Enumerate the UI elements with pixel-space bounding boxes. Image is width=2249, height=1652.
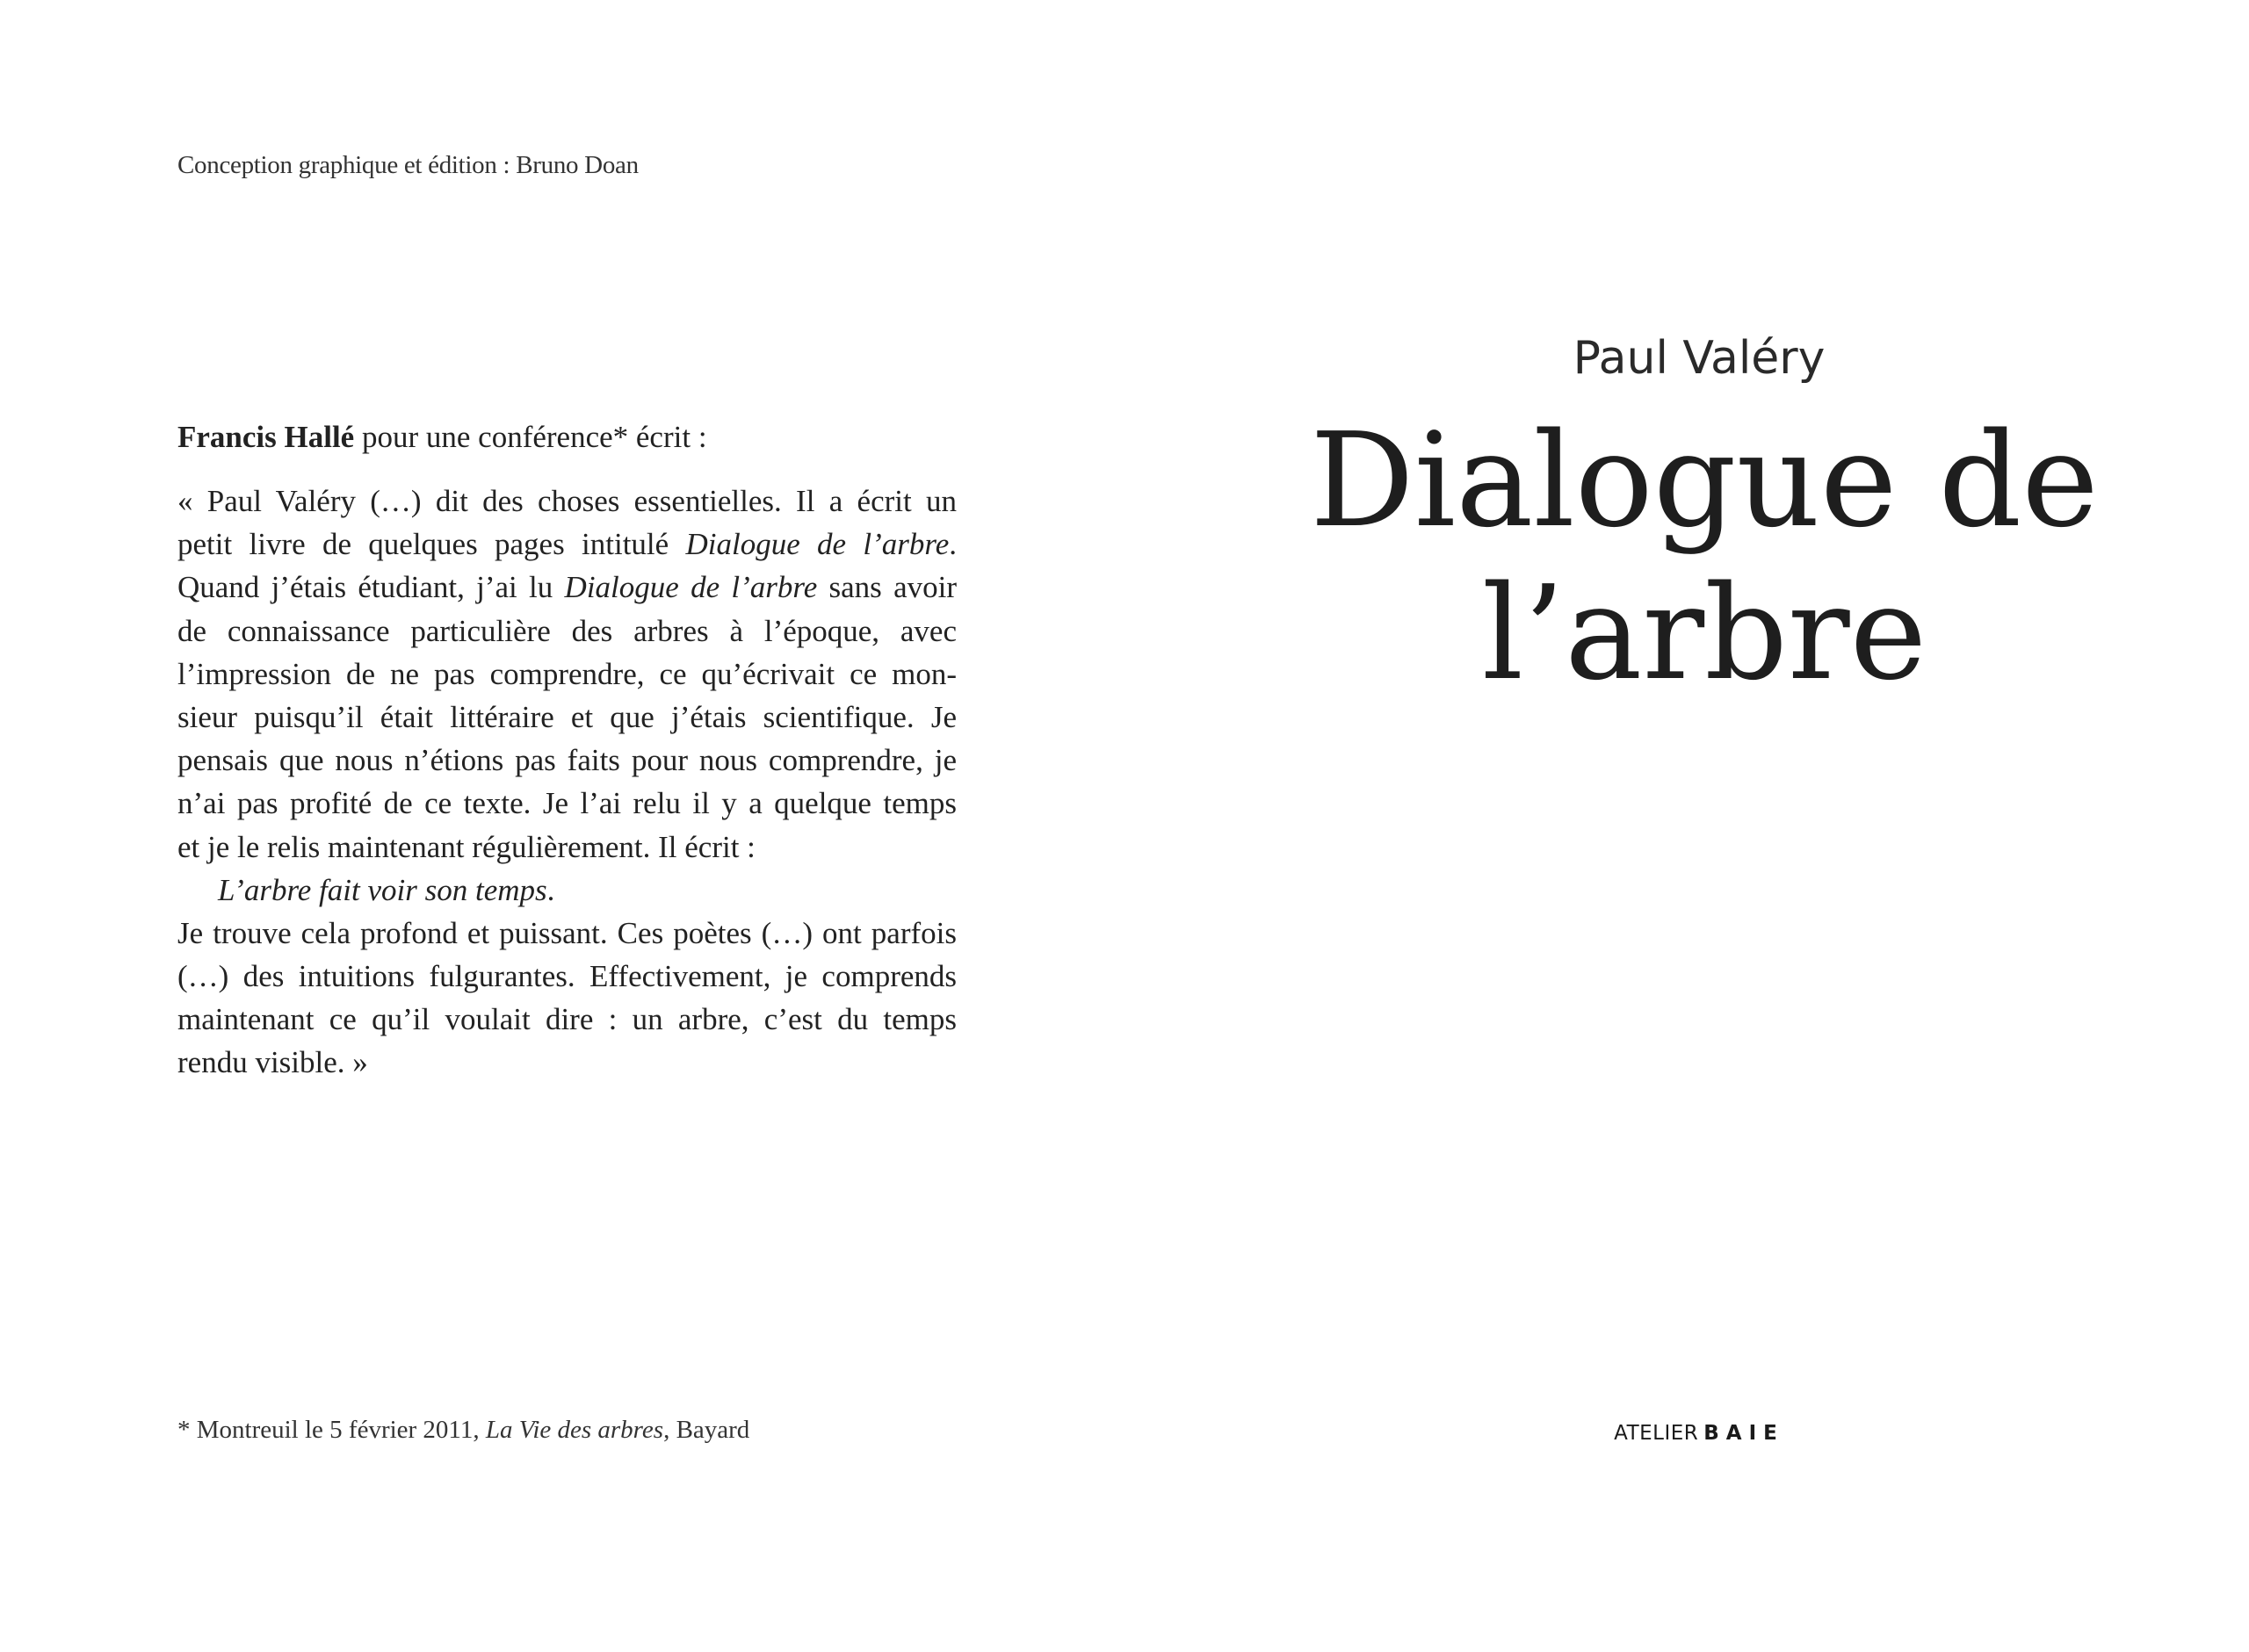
quote-text: n’ai pas profité de ce texte. Je l’ai relu il y a quelque temps — [177, 786, 957, 821]
quote-text: sieur puisqu’il était littéraire et que j’étais scientifique. Je — [177, 699, 957, 734]
quote-line — [177, 739, 957, 782]
publisher-prefix: ATELIER — [1614, 1422, 1699, 1445]
quote-line — [177, 523, 957, 566]
quote-line — [177, 782, 957, 825]
quote-text: . — [546, 872, 555, 907]
quote-text: de connaissance particulière des arbres à l’époque, avec — [177, 613, 957, 648]
intro-line — [177, 420, 707, 455]
left-page — [0, 0, 1124, 1652]
quote-italic-text: L’arbre fait voir son temps — [218, 872, 547, 907]
book-title-line-2: l’arbre — [1481, 558, 1927, 709]
footnote — [177, 1416, 749, 1445]
intro-author: Francis Hallé — [177, 420, 355, 454]
quote-line — [177, 610, 957, 653]
quote-text: (…) des intuitions fulgurantes. Effectivement, je comprends — [177, 959, 957, 994]
quote-line — [177, 653, 957, 696]
footnote-work: La Vie des arbres — [485, 1416, 664, 1444]
right-page — [1124, 0, 2249, 1652]
quote-line — [177, 955, 957, 998]
quote-text: « Paul Valéry (…) dit des choses essentielles. Il a écrit un — [177, 484, 957, 518]
book-title-line-1: Dialogue de — [1310, 405, 2099, 556]
quote-text: l’impression de ne pas comprendre, ce qu’écrivait ce mon- — [177, 656, 957, 691]
publisher-logo — [1124, 1422, 2249, 1445]
footnote-suffix: , Bayard — [663, 1416, 750, 1444]
quote-text: maintenant ce qu’il voulait dire : un arbre, c’est du temps — [177, 1002, 957, 1037]
quote-line — [177, 696, 957, 739]
quote-line — [177, 480, 957, 523]
quote-text: pensais que nous n’étions pas faits pour nous comprendre, je — [177, 743, 957, 778]
quote-italic-text: Dialogue de l’arbre — [564, 570, 818, 605]
book-author: Paul Valéry — [1573, 332, 1826, 385]
quote-line — [177, 566, 957, 609]
publisher-name: BAIE — [1703, 1422, 1784, 1445]
quote-line — [177, 998, 957, 1041]
footnote-prefix: * Montreuil le 5 février 2011, — [177, 1416, 486, 1444]
quote-text: Quand j’étais étudiant, j’ai lu — [177, 570, 565, 605]
quote-text: et je le relis maintenant régulièrement. Il écrit : — [177, 829, 756, 864]
quote-italic-text: Dialogue de l’arbre — [685, 527, 950, 562]
book-title — [1124, 404, 2249, 710]
quote-line — [177, 1041, 957, 1084]
quote-text: Je trouve cela profond et puissant. Ces poètes (…) ont parfois — [177, 915, 957, 950]
credits-line: Conception graphique et édition : Bruno Doan — [177, 151, 639, 179]
quote-block — [177, 480, 957, 1085]
intro-text: pour une conférence* écrit : — [354, 420, 707, 454]
quote-line — [177, 826, 957, 869]
quote-text: petit livre de quelques pages intitulé — [177, 527, 686, 562]
quote-line — [177, 912, 957, 955]
quote-text: rendu visible. » — [177, 1045, 368, 1080]
quote-text: . — [949, 527, 957, 562]
quote-line — [177, 869, 957, 912]
quote-text: sans avoir — [817, 570, 957, 605]
